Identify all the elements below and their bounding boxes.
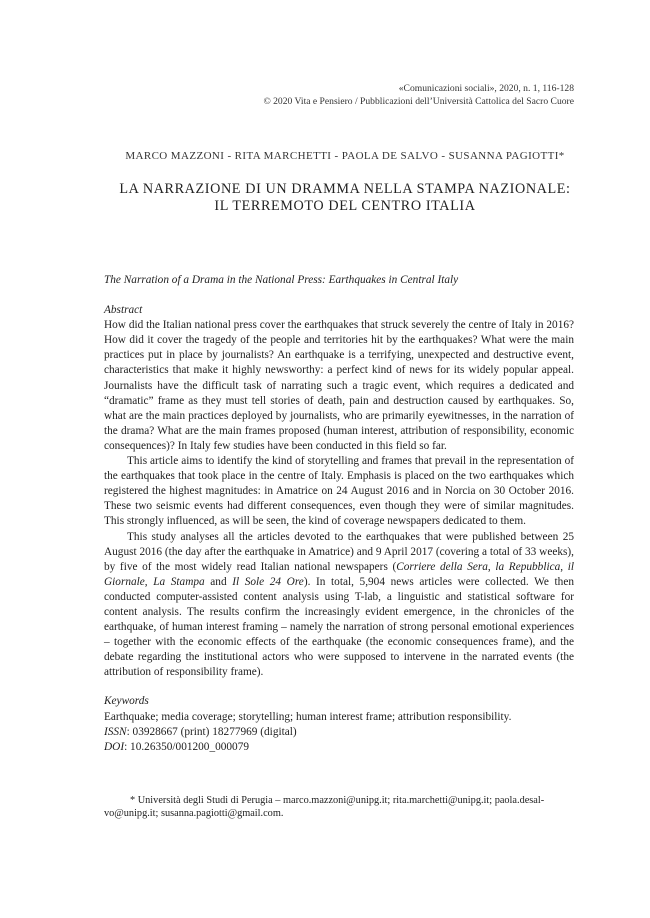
journal-header xyxy=(263,82,574,108)
newspaper-giornale: il Giornale xyxy=(104,560,575,588)
p3-separator: , xyxy=(487,560,496,573)
issn-value: : 03928667 (print) 18277969 (digital) xyxy=(126,725,297,738)
p3-text-b: ). In total, 5,904 news articles were collected. We then conducted computer-assisted content analysis using T-lab, a linguistic and statistical software for content analysis. The results confirm the increasingly evident emergence, in the chronicles of the earthquake, of human interest framing – namely the narration of strong personal emotional experiences – together with the economic effects of the earthquake (the economic consequences frame), and the debate regarding the institutional actors who were supposed to intervene in the narrated events (the attribution of responsibility frame). xyxy=(104,575,574,679)
newspaper-stampa: La Stampa xyxy=(153,575,205,588)
footnote-line-1: * Università degli Studi di Perugia – marco.mazzoni@unipg.it; rita.marchetti@unipg.it; paola.desal- xyxy=(130,795,545,806)
p3-text-a: This study analyses all the articles devoted to the earthquakes that were published between 25 August 2016 (the day after the earthquake in Amatrice) and 9 April 2017 (covering a total of 33 weeks), by five of the most widely read Italian national newspapers ( xyxy=(104,530,574,573)
newspaper-corriere: Corriere della Sera xyxy=(396,560,488,573)
newspaper-sole: Il Sole 24 Ore xyxy=(232,575,304,588)
issn-label: ISSN xyxy=(104,725,127,738)
footnote-line-2: vo@unipg.it; susanna.pagiotti@gmail.com. xyxy=(104,808,284,819)
p3-separator: , xyxy=(560,560,568,573)
author-footnote xyxy=(104,794,576,820)
title-line-1: LA NARRAZIONE DI UN DRAMMA NELLA STAMPA NAZIONALE: xyxy=(119,181,571,197)
authors-line: MARCO MAZZONI - RITA MARCHETTI - PAOLA DE SALVO - SUSANNA PAGIOTTI* xyxy=(125,150,565,162)
article-title xyxy=(0,181,650,215)
abstract-paragraph-2: This article aims to identify the kind of storytelling and frames that prevail in the representation of the earthquakes that took place in the centre of Italy. Emphasis is placed on the two earthquakes which registered the highest magnitudes: in Amatrice on 24 August 2016 and in Norcia on 30 October 2016. These two seismic events had different consequences, even though they were of similar magnitudes. This strongly influenced, as will be seen, the kind of coverage newspapers dedicated to them. xyxy=(104,455,574,528)
issn-line xyxy=(104,725,574,740)
newspaper-repubblica: la Repubblica xyxy=(495,560,561,573)
abstract-heading: Abstract xyxy=(104,304,143,317)
english-title: The Narration of a Drama in the National Press: Earthquakes in Central Italy xyxy=(104,274,459,286)
abstract-paragraph-3 xyxy=(104,530,574,681)
doi-value: : 10.26350/001200_000079 xyxy=(124,740,249,753)
keywords-text: Earthquake; media coverage; storytelling; human interest frame; attribution responsibility. xyxy=(104,710,512,723)
p3-separator: and xyxy=(204,575,233,588)
keywords-heading: Keywords xyxy=(104,695,149,708)
p3-separator: , xyxy=(144,575,154,588)
keywords-section xyxy=(104,694,574,754)
doi-label: DOI xyxy=(104,740,125,753)
title-line-2: IL TERREMOTO DEL CENTRO ITALIA xyxy=(214,198,476,214)
abstract-paragraph-1: How did the Italian national press cover the earthquakes that struck severely the centre of Italy in 2016? How did it cover the tragedy of the people and territories hit by the earthquakes? What were the main practices put in place by journalists? An earthquake is a terrifying, unexpected and destructive event, characteristics that make it highly newsworthy: a perfect kind of news for its widely popular appeal. Journalists have the difficult task of narrating such a tragic event, which requires a dedicated and “dramatic” frame as they must tell stories of death, pain and destruction caused by earthquakes. So, what are the main practices deployed by journalists, who are primarily eyewitnesses, in the narration of the drama? What are the main frames proposed (human interest, attribution of responsibility, economic consequences)? In Italy few studies have been conducted in this field so far. xyxy=(104,319,574,452)
article-body xyxy=(104,273,574,755)
copyright-line: © 2020 Vita e Pensiero / Pubblicazioni dell’Università Cattolica del Sacro Cuore xyxy=(263,96,574,107)
doi-line xyxy=(104,740,574,755)
journal-citation: «Comunicazioni sociali», 2020, n. 1, 116-128 xyxy=(398,83,574,94)
